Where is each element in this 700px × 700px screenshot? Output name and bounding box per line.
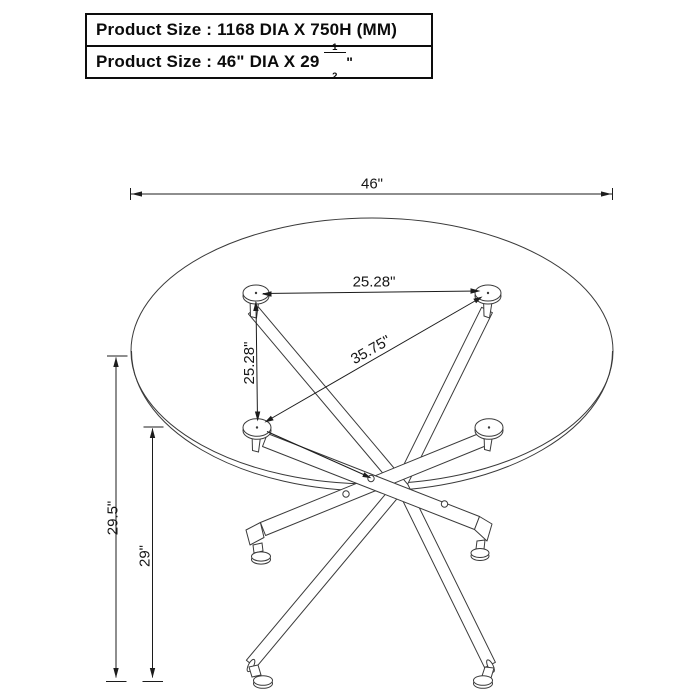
fraction-numerator: 1: [324, 43, 347, 54]
mount-center-mark: [488, 426, 490, 428]
product-size-row-inch: [87, 41, 431, 82]
arrowhead-bottom: [150, 668, 155, 678]
legs: [246, 306, 496, 688]
arrowhead-lower-left: [265, 416, 274, 423]
dimension-label-leg-span-horizontal: 25.28": [352, 273, 396, 291]
dimension-label-leg-span-diagonal: 35.75": [347, 332, 394, 369]
product-size-inch-text: Product Size : 46" DIA X 29: [96, 52, 320, 71]
foot-adjuster-bottom-left: [249, 665, 261, 677]
glass-thickness-edge: [132, 351, 613, 491]
foot-pad-top: [474, 676, 493, 686]
dimension-diameter-46: [131, 176, 613, 201]
foot-pad-top: [252, 552, 271, 561]
bolt-nub: [441, 501, 447, 507]
dimension-label-diameter: 46": [360, 175, 384, 193]
dimension-line: [263, 291, 479, 294]
product-size-row-mm: [87, 15, 431, 45]
inch-mark: ": [346, 54, 354, 70]
arrowhead-bottom: [113, 668, 118, 678]
foot-bottom-left: [249, 665, 273, 688]
bolt-nub: [343, 491, 349, 497]
dimension-label-underside-height: 29": [136, 544, 154, 568]
arrowhead-right: [601, 191, 612, 196]
dimension-label-leg-span-vertical: 25.28": [241, 341, 258, 385]
arrowhead-top: [150, 428, 155, 438]
mount-center-mark: [487, 292, 489, 294]
foot-adjuster-right: [476, 540, 485, 549]
dimension-label-overall-height: 29.5": [104, 500, 122, 536]
foot-pad-top: [254, 676, 273, 686]
arrowhead-left: [132, 191, 143, 196]
product-size-table: [85, 13, 433, 82]
mount-center-mark: [256, 426, 258, 428]
fraction-denominator: 2: [332, 71, 338, 82]
product-size-mm-text: Product Size : 1168 DIA X 750H (MM): [96, 20, 398, 39]
mount-center-mark: [255, 292, 257, 294]
half-fraction: [324, 24, 347, 101]
dimension-leg-span-horizontal: [262, 274, 481, 297]
dimension-overall-height: [105, 356, 128, 682]
dimension-underside-height: [137, 427, 164, 682]
foot-bottom-right: [474, 667, 495, 688]
leg-bend: [246, 523, 264, 546]
foot-pad-top: [471, 549, 489, 558]
arrowhead-top: [113, 357, 118, 367]
